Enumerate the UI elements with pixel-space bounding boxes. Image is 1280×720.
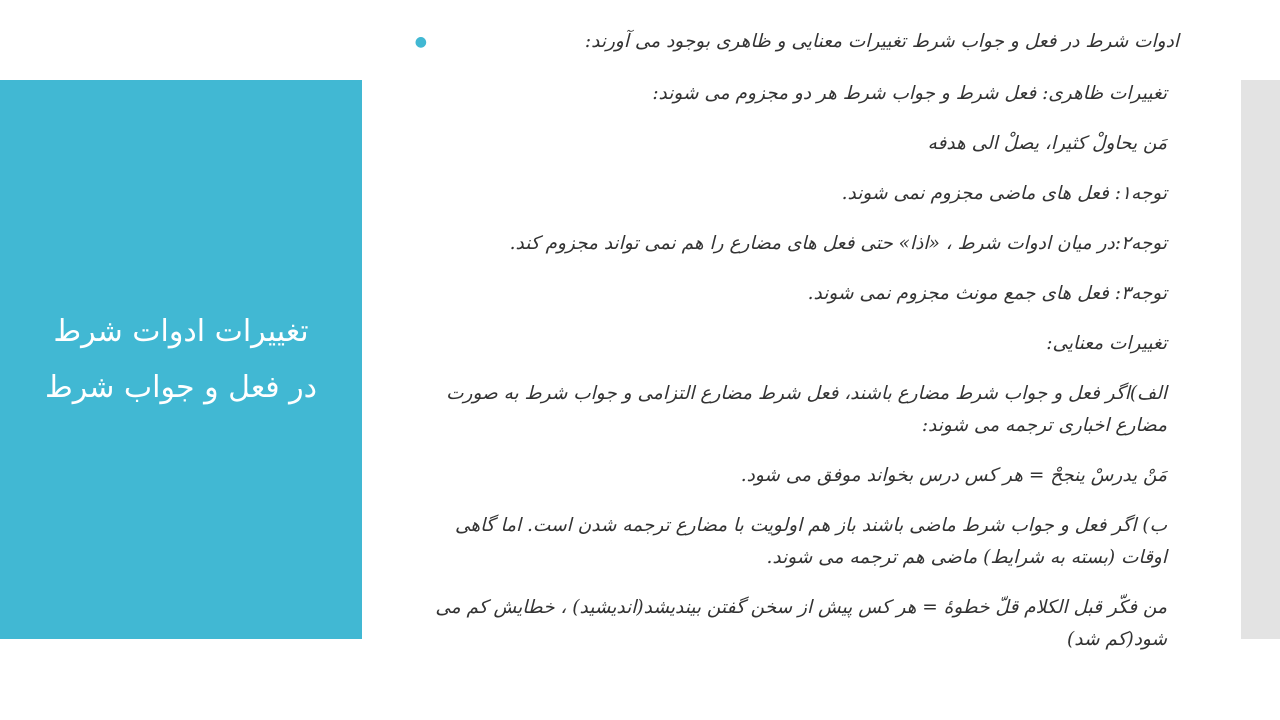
title-panel xyxy=(0,80,362,639)
slide-title xyxy=(31,304,331,416)
slide-content xyxy=(414,26,1179,656)
paragraph-alef: الف)اگر فعل و جواب شرط مضارع باشند، فعل شرط مضارع التزامی و جواب شرط به صورت مضارع اخباری ترجمه می شوند: xyxy=(446,383,1167,436)
paragraph-meaning-changes: تغییرات معنایی: xyxy=(1046,333,1167,354)
note-2: توجه۲:در میان ادوات شرط ، «اذا» حتی فعل های مضارع را هم نمی تواند مجزوم کند. xyxy=(509,233,1167,254)
bullet-text: ادوات شرط در فعل و جواب شرط تغییرات معنایی و ظاهری بوجود می آورند: xyxy=(584,31,1179,52)
note-3: توجه۳: فعل های جمع مونث مجزوم نمی شوند. xyxy=(807,283,1167,304)
example-sentence-3: من فکّر قبل الکلام قلّ خطوهٔ = هر کس پیش از سخن گفتن بیندیشد(اندیشید) ، خطایش کم می شود(کم شد) xyxy=(435,597,1167,650)
bullet-dot-icon: ● xyxy=(414,34,427,50)
note-1: توجه۱: فعل های ماضی مجزوم نمی شوند. xyxy=(841,183,1167,204)
paragraph-surface-changes: تغییرات ظاهری: فعل شرط و جواب شرط هر دو مجزوم می شوند: xyxy=(652,83,1167,104)
side-decoration-strip xyxy=(1241,80,1280,639)
bullet-item xyxy=(415,26,1179,58)
slide-title-line-1: تغییرات ادوات شرط xyxy=(53,313,309,349)
example-sentence-1: مَن یحاولْ کثیرا، یصلْ الی هدفه xyxy=(927,133,1167,154)
example-sentence-2: مَنْ یدرسْ ینجحْ = هر کس درس بخواند موفق می شود. xyxy=(740,465,1167,486)
slide-title-line-2: در فعل و جواب شرط xyxy=(44,369,318,405)
paragraph-be: ب) اگر فعل و جواب شرط ماضی باشند باز هم اولویت با مضارع ترجمه شدن است. اما گاهی اوقات (بسته به شرایط) ماضی هم ترجمه می شوند. xyxy=(454,515,1167,568)
